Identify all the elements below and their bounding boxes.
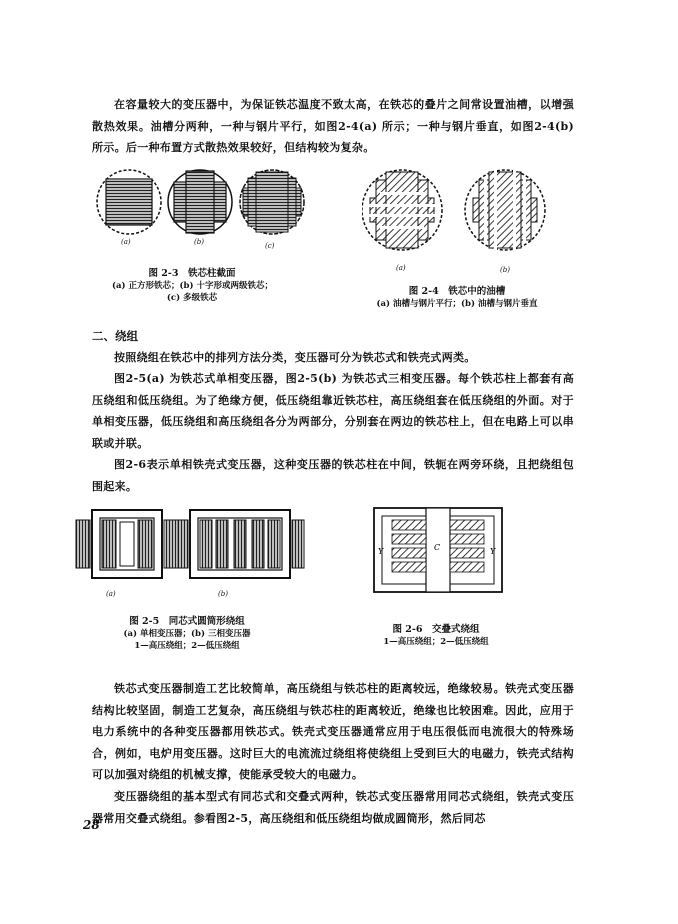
core-section-square	[97, 170, 161, 234]
core-section-stepped	[240, 170, 304, 234]
fig23-line2: (c) 多级铁芯	[166, 293, 218, 303]
figure-2-5-caption	[112, 616, 262, 652]
fig26-line1: 1—高压绕组；2—低压绕组	[383, 637, 489, 647]
paragraph-oil-ducts: 在容量较大的变压器中，为保证铁芯温度不致太高，在铁芯的叠片之间常设置油槽，以增强散热效果。油槽分两种，一种与钢片平行，如图2-4(a) 所示；一种与钢片垂直，如图2-4(b) 所示。后一种布置方式散热效果较好，但结构较为复杂。	[92, 98, 574, 154]
fig25-title: 图 2-5 同芯式圆筒形绕组	[129, 616, 245, 627]
three-phase-core	[178, 510, 304, 578]
fig26-label-y-right: Y	[490, 547, 496, 556]
fig23-sub-a: (a)	[121, 238, 131, 246]
oil-duct-parallel	[362, 170, 442, 250]
fig25-sub-b: (b)	[218, 590, 228, 598]
figure-2-4-oil-ducts	[362, 168, 552, 258]
fig23-title: 图 2-3 铁芯柱截面	[148, 268, 236, 279]
core-section-cross	[168, 170, 232, 234]
oil-duct-perpendicular	[465, 170, 545, 250]
fig25-line1: (a) 单相变压器；(b) 三相变压器	[123, 629, 251, 639]
figure-2-3-caption	[112, 268, 272, 304]
figure-2-5-concentric-windings	[72, 500, 312, 590]
figure-2-6-caption	[370, 624, 502, 648]
paragraph-shell-type: 图2-6表示单相铁壳式变压器，这种变压器的铁芯柱在中间，铁轭在两旁环绕，且把绕组包围起来。	[92, 458, 574, 493]
fig24-title: 图 2-4 铁芯中的油槽	[408, 286, 506, 297]
fig26-title: 图 2-6 交叠式绕组	[392, 624, 480, 635]
section-heading-windings: 二、绕组	[92, 329, 138, 343]
fig23-sub-c: (c)	[265, 242, 275, 250]
fig23-line1: (a) 正方形铁芯；(b) 十字形或两级铁芯；	[112, 281, 273, 291]
figure-2-6-sandwich-windings	[372, 506, 504, 594]
fig25-line2: 1—高压绕组；2—低压绕组	[134, 641, 240, 651]
paragraph-winding-types: 变压器绕组的基本型式有同芯式和交叠式两种，铁芯式变压器常用同芯式绕组，铁壳式变压器常用交叠式绕组。参看图2-5，高压绕组和低压绕组均做成圆筒形，然后同芯	[92, 790, 574, 825]
fig24-sub-a: (a)	[396, 264, 406, 272]
paragraph-core-type: 图2-5(a) 为铁芯式单相变压器，图2-5(b) 为铁芯式三相变压器。每个铁芯柱上都套有高压绕组和低压绕组。为了绝缘方便，低压绕组靠近铁芯柱，高压绕组套在低压绕组的外面。对于单相变压器，低压绕组和高压绕组各分为两部分，分别套在两边的铁芯柱上，但在电路上可以串联或并联。	[92, 372, 574, 450]
fig26-label-y-left: Y	[378, 547, 384, 556]
fig26-label-c: C	[434, 543, 441, 552]
fig25-sub-a: (a)	[106, 590, 116, 598]
fig24-line1: (a) 油槽与钢片平行；(b) 油槽与钢片垂直	[376, 299, 538, 309]
fig24-sub-b: (b)	[500, 266, 510, 274]
figure-2-4-caption	[356, 286, 558, 310]
figure-2-3-core-sections	[92, 168, 322, 248]
single-phase-core	[76, 510, 178, 578]
fig23-sub-b: (b)	[194, 238, 204, 246]
paragraph-comparison: 铁芯式变压器制造工艺比较简单，高压绕组与铁芯柱的距离较远，绝缘较易。铁壳式变压器结构比较坚固，制造工艺复杂，高压绕组与铁芯柱的距离较近，绝缘也比较困难。因此，应用于电力系统中的各种变压器都用铁芯式。铁壳式变压器通常应用于电压很低而电流很大的特殊场合，例如，电炉用变压器。这时巨大的电流流过绕组将使绕组上受到巨大的电磁力，铁壳式结构可以加强对绕组的机械支撑，使能承受较大的电磁力。	[92, 682, 574, 781]
page-number: 28	[83, 818, 100, 832]
paragraph-classification: 按照绕组在铁芯中的排列方法分类，变压器可分为铁芯式和铁壳式两类。	[114, 351, 476, 364]
